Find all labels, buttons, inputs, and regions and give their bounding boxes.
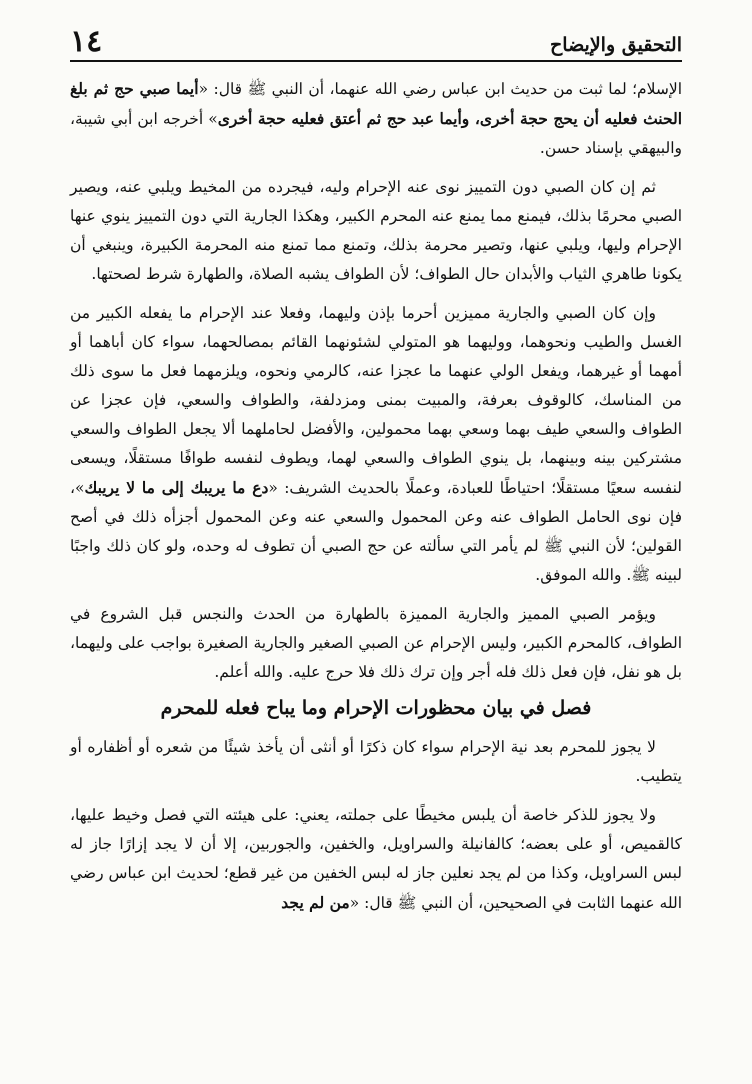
text-segment: » أخرجه ابن أبي شيبة، والبيهقي بإسناد حسن. (70, 110, 682, 157)
text-segment: ثم إن كان الصبي دون التمييز نوى عنه الإحرام وليه، فيجرده من المخيط ويلبي عنه، ويصير الصبي محرمًا بذلك، فيمنع مما يمنع عنه المحرم الكبير، وهكذا الجارية التي دون التمييز ينوي عنها الإحرام وليها، ويلبي عنها، وتصير محرمة بذلك، وتمنع مما تمنع منه المحرمة الكبيرة، وينبغي أن يكونا طاهري الثياب والأبدان حال الطواف؛ لأن الطواف يشبه الصلاة، والطهارة شرط لصحتها. (70, 178, 682, 283)
hadith-quote: أيما صبي حج ثم بلغ الحنث فعليه أن يحج حجة أخرى، وأيما عبد حج ثم أعتق فعليه حجة أخرى (70, 79, 682, 128)
hadith-quote: من لم يجد (281, 893, 350, 912)
page-number: ١٤ (70, 24, 103, 59)
page-body (70, 74, 682, 918)
text-segment: ويؤمر الصبي المميز والجارية المميزة بالطهارة من الحدث والنجس قبل الشروع في الطواف، كالمحرم الكبير، وليس الإحرام عن الصبي الصغير والجارية الصغيرة بواجب على وليهما، بل هو نفل، فإن فعل ذلك فله أجر وإن ترك ذلك فلا حرج عليه. والله أعلم. (70, 605, 682, 681)
page-header (70, 26, 682, 62)
text-segment: ولا يجوز للذكر خاصة أن يلبس مخيطًا على جملته، يعني: على هيئته التي فصل وخيط عليها، كالقميص، أو على بعضه؛ كالفانيلة والسراويل، والخفين، والجوربين، إلا أن لا يجد إزارًا جاز له لبس السراويل، وكذا من لم يجد نعلين جاز له لبس الخفين من غير قطع؛ لحديث ابن عباس رضي الله عنهما الثابت في الصحيحين، أن النبي ﷺ قال: « (70, 806, 682, 912)
paragraph (70, 299, 682, 590)
running-title: التحقيق والإيضاح (550, 34, 682, 56)
paragraph (70, 74, 682, 163)
text-segment: الإسلام؛ لما ثبت من حديث ابن عباس رضي الله عنهما، أن النبي ﷺ قال: « (198, 80, 683, 98)
text-segment: لا يجوز للمحرم بعد نية الإحرام سواء كان ذكرًا أو أنثى أن يأخذ شيئًا من شعره أو أظفاره أو يتطيب. (70, 738, 682, 785)
hadith-quote: دع ما يريبك إلى ما لا يريبك (84, 478, 269, 497)
text-segment: »، فإن نوى الحامل الطواف عنه وعن المحمول والسعي عنه وعن المحمول أجزأه ذلك في أصح القولين؛ لأن النبي ﷺ لم يأمر التي سألته عن حج الصبي أن تطوف له وحده، ولو كان ذلك واجبًا لبينه ﷺ. والله الموفق. (70, 479, 682, 584)
paragraph (70, 801, 682, 918)
text-segment: وإن كان الصبي والجارية مميزين أحرما بإذن وليهما، وفعلا عند الإحرام ما يفعله الكبير من الغسل والطيب ونحوهما، ووليهما هو المتولي لشئونهما القائم بمصالحهما، سواء كان أباهما أو أمهما أو غيرهما، ويفعل الولي عنهما ما عجزا عنه، كالرمي ونحوه، ويلزمهما فعل ما سوى ذلك من المناسك، كالوقوف بعرفة، والمبيت بمنى ومزدلفة، والطواف والسعي، فإن عجزا عن الطواف والسعي طيف بهما وسعي بهما محمولين، والأفضل لحاملهما ألا يجعل الطواف والسعي مشتركين بينه وبينهما، بل ينوي الطواف والسعي لهما، ويطوف لنفسه طوافًا مستقلًا، ويسعى لنفسه سعيًا مستقلًا؛ احتياطًا للعبادة، وعملًا بالحديث الشريف: « (70, 304, 682, 497)
paragraph (70, 733, 682, 791)
section-heading: فصل في بيان محظورات الإحرام وما يباح فعله للمحرم (160, 697, 592, 719)
paragraph (70, 173, 682, 289)
paragraph (70, 600, 682, 687)
